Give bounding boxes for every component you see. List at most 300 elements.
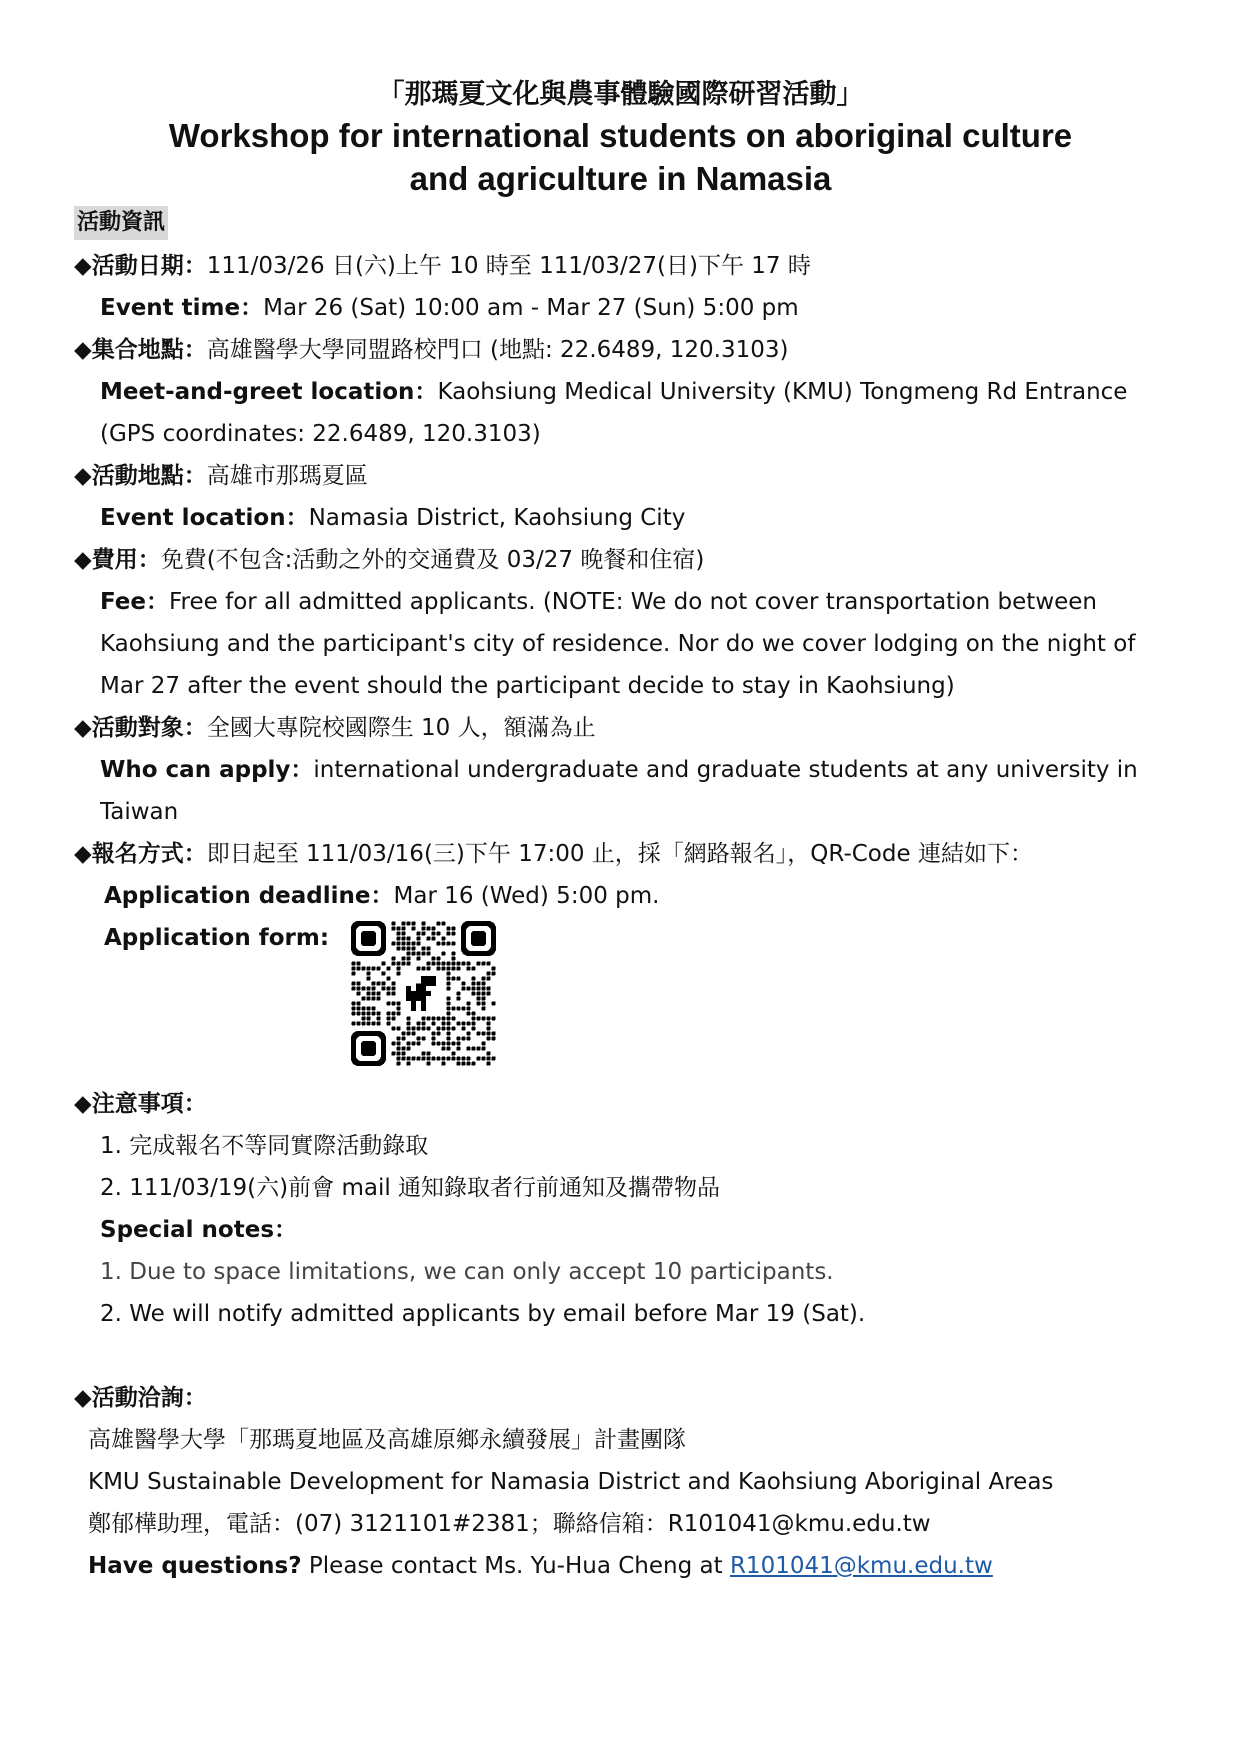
notes-label-en: Special notes：: [100, 1217, 298, 1243]
qr-module: [487, 1017, 491, 1021]
qr-module: [397, 1012, 401, 1016]
qr-module: [397, 1042, 401, 1046]
qr-module: [487, 1062, 491, 1066]
qr-module: [437, 1027, 441, 1031]
qr-module: [397, 972, 401, 976]
qr-module: [387, 1002, 391, 1006]
fee-en-line3: Mar 27 after the event should the participant decide to stay in Kaohsiung): [100, 673, 955, 699]
qr-module: [402, 1057, 406, 1061]
fee-en-line2: Kaohsiung and the participant's city of residence. Nor do we cover lodging on the night of: [100, 631, 1136, 657]
title-english-line2: and agriculture in Namasia: [409, 160, 832, 197]
qr-module: [417, 937, 421, 941]
qr-module: [467, 1022, 471, 1026]
qr-module: [447, 972, 451, 976]
qr-module: [452, 1052, 456, 1056]
qr-module: [392, 942, 396, 946]
contact-questions-line: [88, 1550, 993, 1582]
qr-module: [467, 987, 471, 991]
qr-module: [402, 962, 406, 966]
qr-module: [467, 1037, 471, 1041]
qr-module: [352, 1007, 356, 1011]
qr-module: [377, 1022, 381, 1026]
qr-module: [397, 1062, 401, 1066]
qr-module: [372, 1007, 376, 1011]
qr-module: [417, 1042, 421, 1046]
notes-label-zh: 注意事項：: [91, 1091, 207, 1117]
qr-module: [437, 1042, 441, 1046]
qr-module: [352, 1012, 356, 1016]
qr-module: [412, 1057, 416, 1061]
qr-module: [452, 967, 456, 971]
qr-module: [407, 952, 411, 956]
qr-module: [397, 967, 401, 971]
qr-module: [447, 987, 451, 991]
qr-module: [372, 982, 376, 986]
qr-module: [487, 1032, 491, 1036]
qr-module: [457, 967, 461, 971]
qr-module: [387, 992, 391, 996]
qr-module: [482, 1007, 486, 1011]
qr-module: [447, 942, 451, 946]
qr-module: [397, 1027, 401, 1031]
qr-module: [437, 957, 441, 961]
meet-value-zh: 高雄醫學大學同盟路校門口 (地點: 22.6489, 120.3103): [206, 337, 789, 363]
qr-module: [397, 1057, 401, 1061]
apply-value-zh: 即日起至 111/03/16(三)下午 17:00 止，採「網路報名」，QR-Code 連結如下：: [206, 841, 1033, 867]
qr-module: [447, 962, 451, 966]
qr-module: [467, 1012, 471, 1016]
qr-module: [442, 967, 446, 971]
qr-module: [437, 967, 441, 971]
qr-module: [462, 1062, 466, 1066]
qr-module: [437, 1032, 441, 1036]
qr-module: [467, 1032, 471, 1036]
qr-module: [442, 1057, 446, 1061]
qr-module: [367, 972, 371, 976]
qr-module: [422, 1027, 426, 1031]
qr-module: [397, 942, 401, 946]
contact-person-zh: 鄭郁樺助理，電話：(07) 3121101#2381；聯絡信箱：R101041@kmu.edu.tw: [88, 1511, 931, 1537]
qr-module: [482, 982, 486, 986]
qr-module: [432, 1022, 436, 1026]
qr-module: [372, 992, 376, 996]
bullet: ◆: [74, 463, 92, 489]
qr-module: [452, 942, 456, 946]
qr-module: [402, 1037, 406, 1041]
qr-module: [482, 1047, 486, 1051]
qr-module: [447, 977, 451, 981]
qr-module: [487, 1037, 491, 1041]
qr-module: [402, 1032, 406, 1036]
qr-module: [472, 1062, 476, 1066]
qr-module: [422, 952, 426, 956]
qr-module: [402, 942, 406, 946]
qr-module: [462, 1022, 466, 1026]
qr-module: [437, 932, 441, 936]
qr-module: [387, 967, 391, 971]
target-zh-line: [74, 712, 596, 744]
location-zh-line: [74, 460, 368, 492]
target-value-en-1: international undergraduate and graduate students at any university in: [313, 757, 1138, 783]
qr-module: [432, 1037, 436, 1041]
qr-module: [392, 987, 396, 991]
qr-module: [492, 1017, 496, 1021]
qr-module: [442, 952, 446, 956]
section-tag-event-info: 活動資訊: [74, 206, 168, 240]
qr-module: [417, 967, 421, 971]
qr-module: [422, 932, 426, 936]
qr-module: [357, 1012, 361, 1016]
qr-module: [472, 1027, 476, 1031]
apply-form-label: Application form:: [104, 925, 330, 951]
qr-code-icon[interactable]: [351, 921, 496, 1066]
qr-module: [392, 957, 396, 961]
qr-module: [477, 997, 481, 1001]
qr-module: [412, 952, 416, 956]
qr-module: [417, 1057, 421, 1061]
meet-value-en: Kaohsiung Medical University (KMU) Tongmeng Rd Entrance: [437, 379, 1128, 405]
qr-module: [457, 992, 461, 996]
qr-module: [462, 1037, 466, 1041]
qr-module: [482, 1017, 486, 1021]
qr-module: [402, 947, 406, 951]
qr-module: [382, 972, 386, 976]
qr-module: [462, 982, 466, 986]
notes-item2-zh: 2. 111/03/19(六)前會 mail 通知錄取者行前通知及攜帶物品: [100, 1175, 721, 1201]
meet-label-zh: 集合地點：: [91, 337, 207, 363]
qr-module: [487, 1057, 491, 1061]
qr-module: [482, 997, 486, 1001]
qr-module: [447, 1037, 451, 1041]
qr-module: [392, 1012, 396, 1016]
qr-module: [367, 987, 371, 991]
qr-module: [467, 967, 471, 971]
qr-module: [412, 942, 416, 946]
qr-module: [392, 1052, 396, 1056]
qr-module: [422, 1017, 426, 1021]
qr-module: [397, 932, 401, 936]
qr-module: [482, 977, 486, 981]
qr-module: [422, 1052, 426, 1056]
bullet: ◆: [74, 547, 92, 573]
meet-en-line: [100, 376, 1127, 408]
qr-module: [457, 1007, 461, 1011]
fee-label-zh: 費用：: [91, 547, 161, 573]
apply-deadline-line: [104, 880, 659, 912]
qr-module: [452, 1017, 456, 1021]
qr-module: [427, 962, 431, 966]
qr-module: [457, 1037, 461, 1041]
contact-team-en: KMU Sustainable Development for Namasia District and Kaohsiung Aboriginal Areas: [88, 1469, 1054, 1495]
qr-module: [397, 947, 401, 951]
qr-module: [447, 1027, 451, 1031]
date-en-line: [100, 292, 799, 324]
qr-module: [402, 927, 406, 931]
qr-module: [377, 992, 381, 996]
qr-module: [432, 1032, 436, 1036]
qr-module: [432, 962, 436, 966]
qr-module: [407, 957, 411, 961]
qr-module: [427, 937, 431, 941]
qr-module: [477, 962, 481, 966]
qr-module: [362, 967, 366, 971]
apply-label-zh: 報名方式：: [91, 841, 207, 867]
qr-module: [457, 1062, 461, 1066]
qr-module: [442, 1022, 446, 1026]
qr-module: [487, 972, 491, 976]
qr-module: [482, 1042, 486, 1046]
qr-module: [462, 1027, 466, 1031]
qr-module: [462, 962, 466, 966]
qr-module: [367, 1012, 371, 1016]
qr-module: [442, 937, 446, 941]
qr-module: [432, 1017, 436, 1021]
qr-module: [442, 1042, 446, 1046]
qr-module: [417, 932, 421, 936]
qr-module: [402, 957, 406, 961]
qr-module: [442, 962, 446, 966]
qr-module: [357, 987, 361, 991]
qr-module: [357, 1002, 361, 1006]
qr-module: [387, 977, 391, 981]
qr-module: [357, 992, 361, 996]
qr-module: [457, 997, 461, 1001]
qr-module: [422, 1057, 426, 1061]
notes-item2-en: 2. We will notify admitted applicants by email before Mar 19 (Sat).: [100, 1301, 866, 1327]
qr-module: [452, 1042, 456, 1046]
qr-module: [452, 932, 456, 936]
target-value-zh: 全國大專院校國際生 10 人，額滿為止: [206, 715, 596, 741]
qr-module: [412, 947, 416, 951]
qr-module: [447, 982, 451, 986]
qr-module: [402, 932, 406, 936]
qr-module: [352, 982, 356, 986]
qr-module: [352, 1002, 356, 1006]
qr-module: [492, 1057, 496, 1061]
qr-module: [427, 952, 431, 956]
qr-module: [362, 987, 366, 991]
qr-module: [397, 1007, 401, 1011]
qr-module: [472, 1012, 476, 1016]
qr-module: [487, 1052, 491, 1056]
qr-module: [397, 1037, 401, 1041]
qr-module: [442, 1027, 446, 1031]
qr-module: [447, 1032, 451, 1036]
qr-module: [477, 1047, 481, 1051]
qr-module: [482, 1057, 486, 1061]
qr-module: [402, 1047, 406, 1051]
qr-module: [472, 987, 476, 991]
qr-module: [407, 1047, 411, 1051]
qr-module: [477, 982, 481, 986]
qr-module: [487, 977, 491, 981]
qr-module: [482, 987, 486, 991]
target-label-en: Who can apply：: [100, 757, 314, 783]
qr-module: [362, 1007, 366, 1011]
qr-module: [457, 962, 461, 966]
qr-module: [467, 962, 471, 966]
qr-module: [457, 1042, 461, 1046]
qr-module: [447, 967, 451, 971]
qr-module: [417, 1022, 421, 1026]
qr-module: [387, 1017, 391, 1021]
qr-module: [412, 1027, 416, 1031]
fee-zh-line: [74, 544, 704, 576]
qr-module: [487, 987, 491, 991]
title-chinese: 「那瑪夏文化與農事體驗國際研習活動」: [377, 79, 864, 110]
apply-deadline-label: Application deadline：: [104, 883, 394, 909]
qr-module: [452, 1027, 456, 1031]
qr-module: [407, 947, 411, 951]
qr-module: [392, 982, 396, 986]
qr-module: [452, 1057, 456, 1061]
qr-module: [482, 992, 486, 996]
qr-module: [422, 1022, 426, 1026]
date-label-en: Event time：: [100, 295, 264, 321]
qr-module: [392, 1002, 396, 1006]
fee-value-en-1: Free for all admitted applicants. (NOTE: We do not cover transportation between: [168, 589, 1098, 615]
qr-module: [432, 1057, 436, 1061]
qr-module: [467, 1002, 471, 1006]
location-label-zh: 活動地點：: [91, 463, 207, 489]
apply-zh-line: [74, 838, 1033, 870]
qr-module: [492, 972, 496, 976]
qr-module: [427, 947, 431, 951]
notes-item1-en: 1. Due to space limitations, we can only accept 10 participants.: [100, 1259, 834, 1285]
qr-module: [412, 1042, 416, 1046]
qr-module: [432, 932, 436, 936]
qr-module: [407, 1062, 411, 1066]
qr-module: [472, 1047, 476, 1051]
qr-module: [412, 927, 416, 931]
qr-module: [482, 1002, 486, 1006]
qr-module: [407, 937, 411, 941]
qr-module: [367, 992, 371, 996]
qr-module: [402, 922, 406, 926]
qr-module: [442, 922, 446, 926]
qr-module: [437, 1017, 441, 1021]
qr-module: [362, 1012, 366, 1016]
qr-module: [422, 1037, 426, 1041]
qr-module: [382, 962, 386, 966]
bullet: ◆: [74, 1091, 92, 1117]
qr-module: [427, 1017, 431, 1021]
qr-module: [437, 962, 441, 966]
qr-module: [367, 997, 371, 1001]
qr-module: [372, 1022, 376, 1026]
qr-module: [452, 952, 456, 956]
questions-text: Please contact Ms. Yu-Hua Cheng at: [301, 1553, 730, 1579]
qr-module: [457, 977, 461, 981]
qr-module: [387, 1022, 391, 1026]
qr-module: [487, 1027, 491, 1031]
qr-module: [487, 962, 491, 966]
qr-module: [357, 982, 361, 986]
notes-item1-zh: 1. 完成報名不等同實際活動錄取: [100, 1133, 429, 1159]
qr-module: [407, 1042, 411, 1046]
contact-email-link[interactable]: R101041@kmu.edu.tw: [729, 1553, 993, 1579]
qr-module: [477, 1032, 481, 1036]
target-en-line1: [100, 754, 1138, 786]
qr-module: [407, 922, 411, 926]
qr-module: [397, 937, 401, 941]
qr-module: [462, 1057, 466, 1061]
contact-team-zh: 高雄醫學大學「那瑪夏地區及高雄原鄉永續發展」計畫團隊: [88, 1427, 686, 1453]
qr-module: [387, 987, 391, 991]
qr-module: [452, 1007, 456, 1011]
title-english-line1: Workshop for international students on aboriginal culture: [168, 117, 1073, 154]
qr-module: [477, 1017, 481, 1021]
qr-module: [442, 1062, 446, 1066]
qr-module: [437, 922, 441, 926]
qr-module: [367, 1022, 371, 1026]
qr-module: [447, 932, 451, 936]
qr-module: [352, 987, 356, 991]
date-zh-line: [74, 250, 811, 282]
qr-module: [472, 1017, 476, 1021]
qr-module: [382, 987, 386, 991]
qr-module: [432, 927, 436, 931]
qr-module: [457, 1047, 461, 1051]
location-value-en: Namasia District, Kaohsiung City: [308, 505, 686, 531]
qr-module: [382, 982, 386, 986]
qr-module: [377, 982, 381, 986]
qr-module: [432, 1042, 436, 1046]
title-block: [60, 76, 1181, 200]
qr-module: [377, 1017, 381, 1021]
qr-module: [372, 967, 376, 971]
qr-module: [417, 942, 421, 946]
qr-module: [392, 922, 396, 926]
qr-module: [452, 962, 456, 966]
qr-module: [407, 1022, 411, 1026]
qr-module: [472, 1022, 476, 1026]
qr-module: [352, 1022, 356, 1026]
qr-module: [472, 977, 476, 981]
qr-module: [472, 967, 476, 971]
qr-module: [422, 922, 426, 926]
qr-module: [477, 992, 481, 996]
qr-module: [362, 1017, 366, 1021]
qr-module: [367, 1017, 371, 1021]
qr-module: [487, 1022, 491, 1026]
qr-module: [372, 1012, 376, 1016]
qr-module: [367, 977, 371, 981]
qr-module: [447, 1057, 451, 1061]
qr-module: [407, 1057, 411, 1061]
qr-module: [397, 1002, 401, 1006]
qr-module: [447, 1002, 451, 1006]
qr-module: [432, 937, 436, 941]
date-label-zh: 活動日期：: [91, 253, 207, 279]
qr-module: [462, 1007, 466, 1011]
qr-module: [447, 1012, 451, 1016]
qr-module: [362, 997, 366, 1001]
qr-module: [492, 1032, 496, 1036]
qr-module: [357, 1022, 361, 1026]
qr-module: [467, 1007, 471, 1011]
bullet: ◆: [74, 253, 92, 279]
qr-module: [352, 972, 356, 976]
qr-module: [417, 957, 421, 961]
qr-module: [492, 967, 496, 971]
qr-module: [397, 962, 401, 966]
qr-module: [452, 957, 456, 961]
qr-module: [417, 1037, 421, 1041]
qr-module: [367, 1007, 371, 1011]
qr-module: [482, 1032, 486, 1036]
qr-module: [427, 1057, 431, 1061]
